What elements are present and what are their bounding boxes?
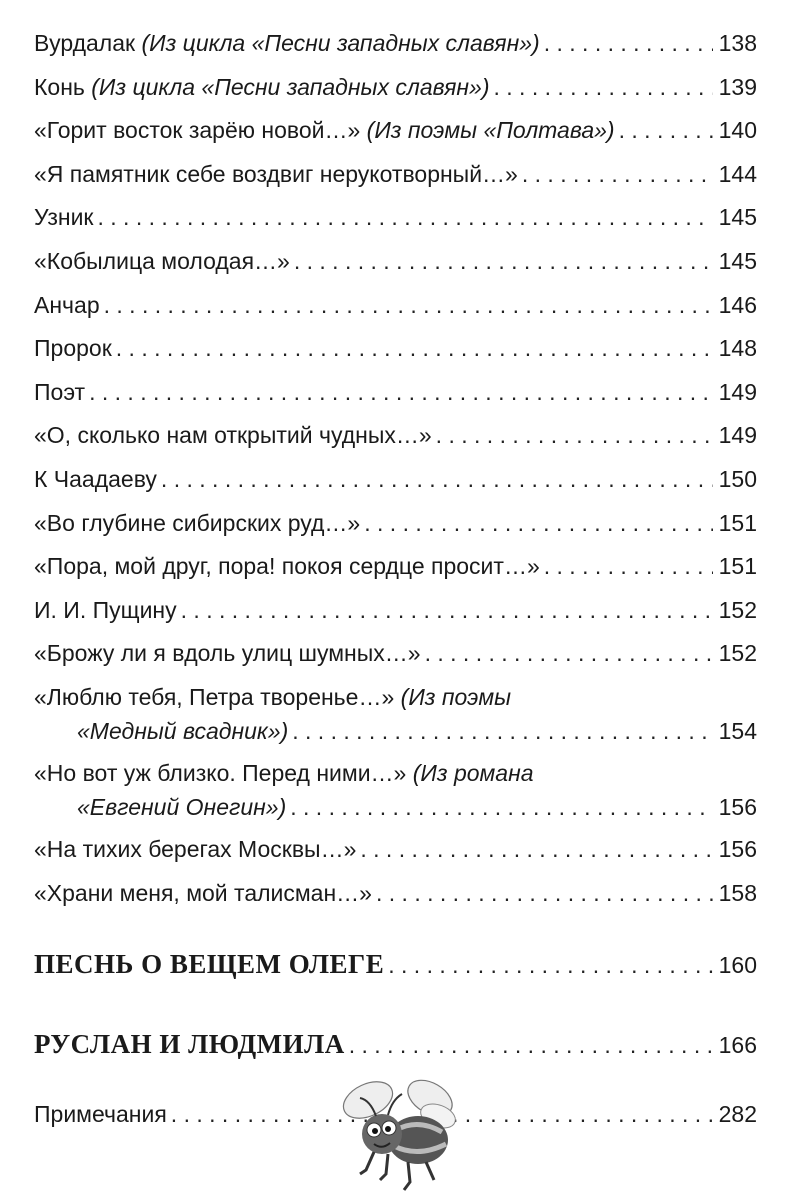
- toc-entry: «Люблю тебя, Петра творенье…» (Из поэмы «Медный всадник») . . . 154: [34, 680, 757, 756]
- page-number: 166: [718, 1032, 757, 1059]
- toc-entry: «Но вот уж близко. Перед ними…» (Из романа «Евгений Онегин») . . . 156: [34, 756, 757, 832]
- page-number: 160: [718, 952, 757, 979]
- toc-heading: РУСЛАН И ЛЮДМИЛА . . . 166: [34, 1027, 757, 1077]
- toc-entry: Узник . . . 145: [34, 200, 757, 244]
- toc-entry: «О, сколько нам открытий чудных…» . . . 149: [34, 418, 757, 462]
- page-number: 149: [718, 378, 757, 405]
- toc-entry: «Брожу ли я вдоль улиц шумных…» . . . 152: [34, 636, 757, 680]
- toc-entry: Конь (Из цикла «Песни западных славян») . . . 139: [34, 70, 757, 114]
- toc-entry: Поэт . . . 149: [34, 375, 757, 419]
- toc-entry: Анчар . . . 146: [34, 288, 757, 332]
- page-number: 152: [718, 596, 757, 623]
- page-number: 154: [718, 717, 757, 744]
- page-number: 138: [718, 30, 757, 56]
- page-number: 282: [718, 1101, 757, 1128]
- toc-heading: ПЕСНЬ О ВЕЩЕМ ОЛЕГЕ . . . 160: [34, 947, 757, 1007]
- toc-entry: Пророк . . . 148: [34, 331, 757, 375]
- page-number: 140: [718, 117, 757, 144]
- page-number: 156: [718, 835, 757, 862]
- page-number: 150: [718, 465, 757, 492]
- page-number: 151: [718, 553, 757, 580]
- bumblebee-icon: [330, 1070, 465, 1195]
- toc-entry: «Пора, мой друг, пора! покоя сердце просит…» . . . 151: [34, 549, 757, 593]
- toc-entry-notes: Примечания . . . 282: [34, 1097, 757, 1141]
- toc-entry: «Храни меня, мой талисман…» . . . 158: [34, 876, 757, 920]
- toc-entry: И. И. Пущину . . . 152: [34, 593, 757, 637]
- toc-entry: «Я памятник себе воздвиг нерукотворный…» . . . 144: [34, 157, 757, 201]
- page-number: 139: [718, 73, 757, 100]
- page-number: 146: [718, 291, 757, 318]
- toc-entry: Вурдалак (Из цикла «Песни западных славян») . . . 138: [34, 26, 757, 70]
- page-number: 151: [718, 509, 757, 536]
- toc-entry: «Во глубине сибирских руд…» . . . 151: [34, 506, 757, 550]
- page-number: 156: [718, 793, 757, 820]
- page-number: 144: [718, 160, 757, 187]
- table-of-contents: [34, 26, 757, 1141]
- page-number: 148: [718, 335, 757, 362]
- page-number: 145: [718, 204, 757, 231]
- toc-entry: «Горит восток зарёю новой…» (Из поэмы «Полтава») . . . 140: [34, 113, 757, 157]
- page-number: 149: [718, 422, 757, 449]
- toc-entry: «На тихих берегах Москвы…» . . . 156: [34, 832, 757, 876]
- toc-entry: «Кобылица молодая…» . . . 145: [34, 244, 757, 288]
- page-number: 152: [718, 640, 757, 667]
- page-number: 158: [718, 879, 757, 906]
- toc-entry: К Чаадаеву . . . 150: [34, 462, 757, 506]
- page-number: 145: [718, 247, 757, 274]
